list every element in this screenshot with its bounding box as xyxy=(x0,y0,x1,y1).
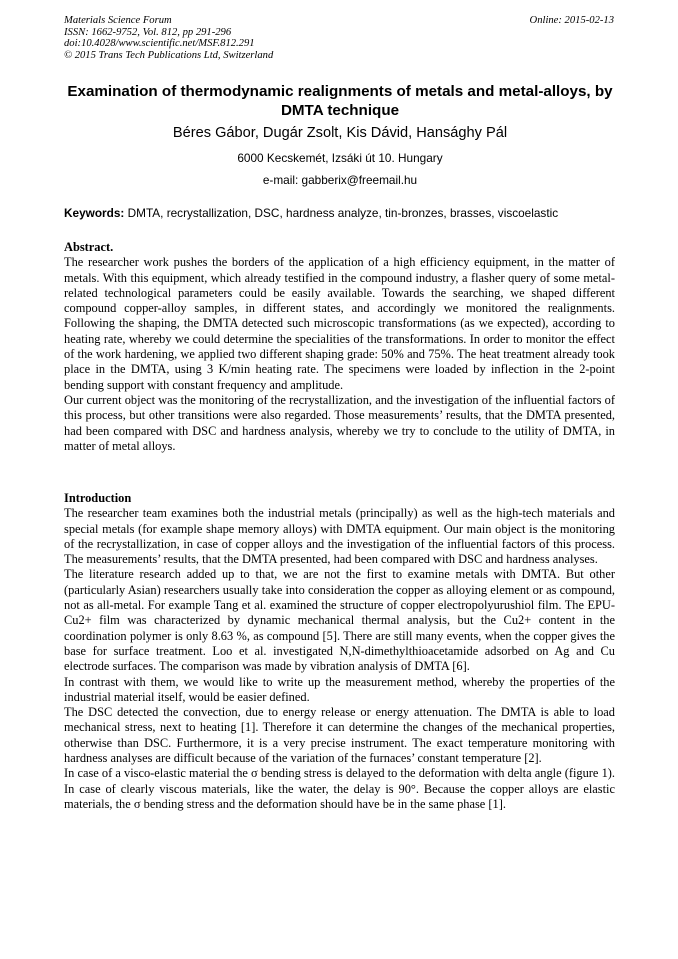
abstract-heading: Abstract. xyxy=(64,240,114,254)
abstract-paragraph: The researcher work pushes the borders of the application of a high efficiency equipment, in the matter of metals. With this equipment, which already testified in the compound industry, a flasher query of some metal-related technological parameters could be easily available. Towards the searching, we shaped different compound copper-alloy samples, in different states, and accordingly we monitored the realignments. Following the shaping, the DMTA detected such microscopic transformations (as we expected), according to heating rate, whereby we could determine the specialities of the transformations. In order to monitor the effect of the work hardening, we applied two different shaping grade: 50% and 75%. The heat treatment already took place in the DMTA, using 3 K/min heating rate. The specimens were loaded by inflection in the 2-point bending support with constant frequency and amplitude. xyxy=(64,255,615,392)
journal-name: Materials Science Forum xyxy=(64,15,172,26)
author-list: Béres Gábor, Dugár Zsolt, Kis Dávid, Hansághy Pál xyxy=(172,125,508,141)
journal-header xyxy=(64,15,616,61)
issn-line: ISSN: 1662-9752, Vol. 812, pp 291-296 xyxy=(64,26,232,38)
introduction-paragraph: In case of a visco-elastic material the σ bending stress is delayed to the deformation with delta angle (figure 1). In case of clearly viscous materials, like the water, the delay is 90°. Because the copper alloys are elastic materials, the σ bending stress and the deformation should have be in the same phase [1]. xyxy=(64,766,615,811)
copyright-line: © 2015 Trans Tech Publications Ltd, Switzerland xyxy=(64,49,274,61)
doi-line: doi:10.4028/www.scientific.net/MSF.812.291 xyxy=(64,38,255,50)
online-date: Online: 2015-02-13 xyxy=(529,15,614,26)
introduction-paragraph: The DSC detected the convection, due to energy release or energy attenuation. The DMTA is able to load mechanical stress, next to heating [1]. Therefore it can determine the changes of the mechanical properties, otherwise than DSC. Furthermore, it is a very precise instrument. The exact temperature monitoring with hardness analyses are difficult because of the variation of the furnaces’ constant temperature [2]. xyxy=(64,705,615,766)
keywords-label: Keywords: xyxy=(64,206,125,220)
keywords xyxy=(64,206,616,220)
introduction-section xyxy=(64,491,615,812)
introduction-paragraph: The literature research added up to that, we are not the first to examine metals with DMTA. But other (particularly Asian) researchers usually take into consideration the copper as alloying element or as compound, not as all-metal. For example Tang et al. examined the structure of copper electropolyurushiol film. The EPU-Cu2+ film was characterized by dynamic mechanical thermal analysis, but the Cu2+ content in the coordination polymer is only 8.63 %, as compound [5]. There are still many events, when the copper gives the base for surface treatment. Loo et al. investigated N,N-dimethylthioacetamide adsorbed on Ag and Cu electrode surfaces. The comparison was made by vibration analysis of DMTA [6]. xyxy=(64,567,615,674)
introduction-heading: Introduction xyxy=(64,491,132,505)
paper-title: Examination of thermodynamic realignments of metals and metal-alloys, by DMTA technique xyxy=(67,83,613,119)
abstract-paragraph: Our current object was the monitoring of the recrystallization, and the investigation of the influential factors of this process, but other transitions were also regarded. Those measurements’ results, that the DMTA presented, had been compared with DSC and hardness analysis, whereby we try to conclude to the utility of DMTA, in matter of metal alloys. xyxy=(64,392,615,453)
affiliation-address: 6000 Kecskemét, Izsáki út 10. Hungary xyxy=(237,151,443,165)
introduction-paragraph: The researcher team examines both the industrial metals (principally) as well as the high-tech materials and special metals (for example shape memory alloys) with DMTA equipment. Our main object is the monitoring of the recrystallization, in case of copper alloys and the investigation of the influential factors of this process. The measurements’ results, that the DMTA presented, had been compared with DSC and hardness analyses. xyxy=(64,506,615,567)
keywords-text: DMTA, recrystallization, DSC, hardness analyze, tin-bronzes, brasses, viscoelastic xyxy=(127,206,559,220)
contact-email: e-mail: gabberix@freemail.hu xyxy=(262,173,418,187)
introduction-paragraph: In contrast with them, we would like to write up the measurement method, whereby the properties of the industrial material itself, would be easier defined. xyxy=(64,674,615,704)
abstract-section xyxy=(64,240,615,454)
